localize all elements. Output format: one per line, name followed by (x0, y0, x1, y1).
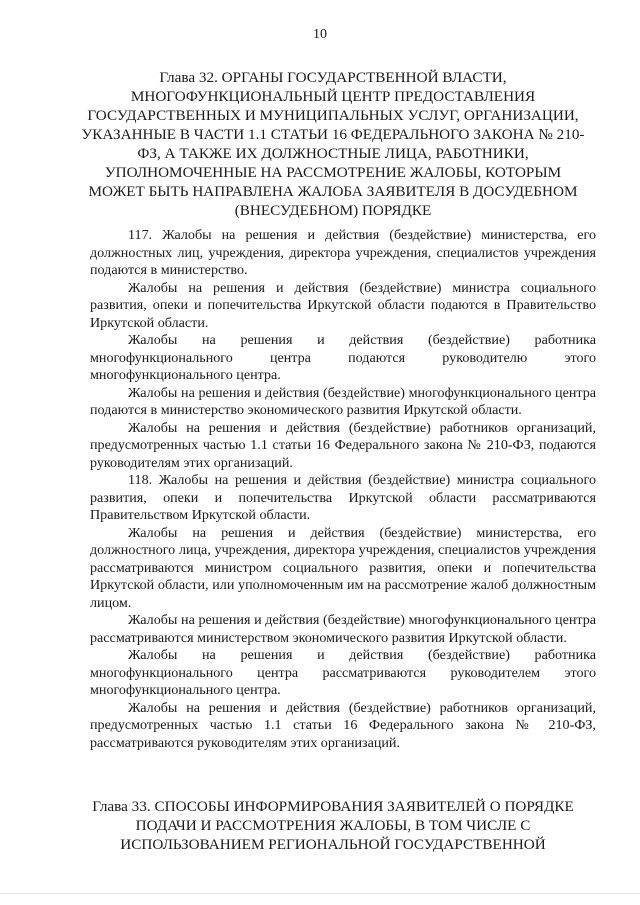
chapter-32-title: Глава 32. ОРГАНЫ ГОСУДАРСТВЕННОЙ ВЛАСТИ, МНОГОФУНКЦИОНАЛЬНЫЙ ЦЕНТР ПРЕДОСТАВЛЕНИЯ ГОСУДАРСТВЕННЫХ И МУНИЦИПАЛЬНЫХ УСЛУГ, ОРГАНИЗАЦИИ, УКАЗАННЫЕ В ЧАСТИ 1.1 СТАТЬИ 16 ФЕДЕРАЛЬНОГО ЗАКОНА № 210-ФЗ, А ТАКЖЕ ИХ ДОЛЖНОСТНЫЕ ЛИЦА, РАБОТНИКИ, УПОЛНОМОЧЕННЫЕ НА РАССМОТРЕНИЕ ЖАЛОБЫ, КОТОРЫМ МОЖЕТ БЫТЬ НАПРАВЛЕНА ЖАЛОБА ЗАЯВИТЕЛЯ В ДОСУДЕБНОМ (ВНЕСУДЕБНОМ) ПОРЯДКЕ (81, 69, 585, 219)
paragraph-117: 117. Жалобы на решения и действия (бездействие) министерства, его должностных лиц, учреждения, директора учреждения, специалистов учреждения подаются в министерство. (90, 227, 596, 278)
page-bottom-edge (0, 893, 640, 894)
paragraph-mfc-worker-review: Жалобы на решения и действия (бездействие) работника многофункционального центра рассматриваются руководителем этого многофункционального центра. (90, 647, 596, 698)
paragraph-mfc-worker-complaints: Жалобы на решения и действия (бездействие) работника многофункционального центра подаются руководителю этого многофункционального центра. (90, 332, 596, 383)
paragraph-ministry-review: Жалобы на решения и действия (бездействие) министерства, его должностного лица, учреждения, директора учреждения, специалистов учреждения рассматриваются министром социального развития, опеки и попечительства Иркутской области, или уполномоченным им на рассмотрение жалоб должностным лицом. (90, 524, 596, 611)
paragraph-organization-review: Жалобы на решения и действия (бездействие) работников организаций, предусмотренных частью 1.1 статьи 16 Федерального закона № 210-ФЗ, рассматриваются руководителям этих организаций. (90, 699, 596, 751)
paragraph-118: 118. Жалобы на решения и действия (бездействие) министра социального развития, опеки и попечительства Иркутской области рассматриваются Правительством Иркутской области. (90, 472, 596, 523)
paragraph-mfc-complaints: Жалобы на решения и действия (бездействие) многофункционального центра подаются в министерство экономического развития Иркутской области. (90, 384, 596, 418)
paragraph-organization-complaints: Жалобы на решения и действия (бездействие) работников организаций, предусмотренных частью 1.1 статьи 16 Федерального закона № 210-ФЗ, подаются руководителям этих организаций. (90, 419, 596, 471)
paragraph-minister-complaints: Жалобы на решения и действия (бездействие) министра социального развития, опеки и попечительства Иркутской области подаются в Правительство Иркутской области. (90, 279, 596, 331)
page-number: 10 (313, 27, 327, 42)
chapter-33-title: Глава 33. СПОСОБЫ ИНФОРМИРОВАНИЯ ЗАЯВИТЕЛЕЙ О ПОРЯДКЕ ПОДАЧИ И РАССМОТРЕНИЯ ЖАЛОБЫ, В ТОМ ЧИСЛЕ С ИСПОЛЬЗОВАНИЕМ РЕГИОНАЛЬНОЙ ГОСУДАРСТВЕННОЙ (92, 798, 574, 853)
document-body (90, 227, 596, 752)
paragraph-mfc-review: Жалобы на решения и действия (бездействие) многофункционального центра рассматриваются министерством экономического развития Иркутской области. (90, 612, 596, 646)
